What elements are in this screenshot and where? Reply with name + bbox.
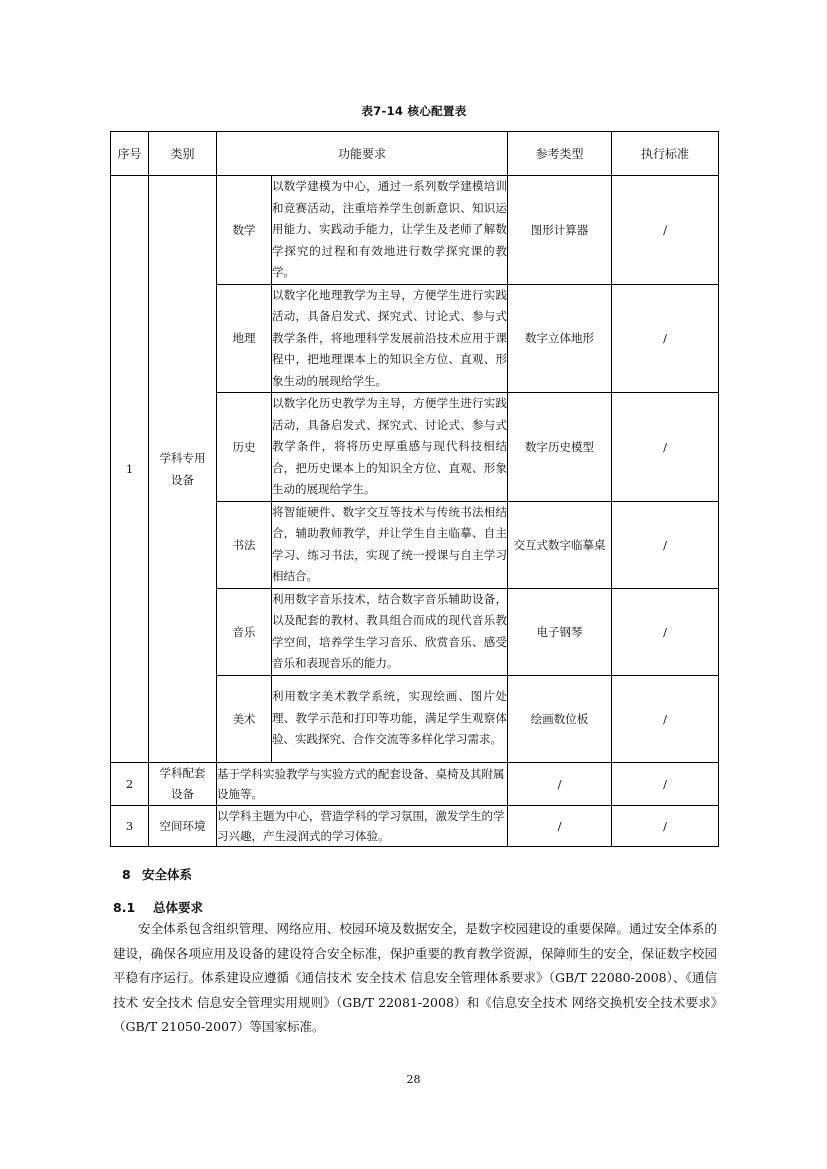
standard-cell: / [612,805,719,846]
requirement-cell: 利用数字美术教学系统，实现绘画、图片处理、教学示范和打印等功能，满足学生观察体验、实践探究、合作交流等多样化学习需求。 [272,675,508,762]
standard-cell: / [612,762,719,805]
table-row [111,762,719,805]
requirement-cell: 以学科主题为中心，营造学科的学习氛围，激发学生的学习兴趣，产生浸润式的学习体验。 [217,805,508,846]
row2-category: 学科配套设备 [149,762,217,805]
standard-cell: / [612,393,719,502]
section-8-number: 8 [122,867,131,882]
page-number: 28 [406,1073,421,1086]
subject-cell: 书法 [217,501,272,588]
requirement-cell: 以数字化历史教学为主导，方便学生进行实践活动，具备启发式、探究式、讨论式、参与式教学条件，将将历史厚重感与现代科技相结合，把历史课本上的知识全方位、直观、形象生动的展现给学生。 [272,393,508,502]
table-row [111,176,719,285]
header-requirement: 功能要求 [217,132,508,176]
ref-type-cell: / [508,805,612,846]
standard-cell: / [612,176,719,285]
header-index: 序号 [111,132,149,176]
requirement-cell: 以数学建模为中心，通过一系列数学建模培训和竞赛活动，注重培养学生创新意识、知识运用能力、实践动手能力，让学生及老师了解数学探究的过程和有效地进行数学探究课的教学。 [272,176,508,285]
ref-type-cell: 数字历史模型 [508,393,612,502]
subject-cell: 音乐 [217,588,272,675]
subject-cell: 数学 [217,176,272,285]
requirement-cell: 利用数字音乐技术，结合数字音乐辅助设备，以及配套的教材、教具组合而成的现代音乐教学空间，培养学生学习音乐、欣赏音乐、感受音乐和表现音乐的能力。 [272,588,508,675]
section-8-title: 安全体系 [142,867,193,882]
table-caption: 表7-14 核心配置表 [361,104,467,118]
header-ref-type: 参考类型 [508,132,612,176]
requirement-cell: 以数字化地理教学为主导，方便学生进行实践活动，具备启发式、探究式、讨论式、参与式教学条件，将地理科学发展前沿技术应用于课程中，把地理课本上的知识全方位、直观、形象生动的展现给学生。 [272,284,508,393]
standard-cell: / [612,284,719,393]
group1-index: 1 [111,176,149,763]
ref-type-cell: / [508,762,612,805]
table-row [111,805,719,846]
group1-category: 学科专用设备 [149,176,217,763]
section-8-1-number: 8.1 [113,900,136,915]
section-8-1-title: 总体要求 [153,900,204,915]
row3-category: 空间环境 [149,805,217,846]
requirement-cell: 将智能硬件、数字交互等技术与传统书法相结合，辅助教师教学，并让学生自主临摹、自主学习、练习书法，实现了统一授课与自主学习相结合。 [272,501,508,588]
standard-cell: / [612,588,719,675]
body-paragraph: 安全体系包含组织管理、网络应用、校园环境及数据安全，是数字校园建设的重要保障。通过安全体系的建设，确保各项应用及设备的建设符合安全标准，保护重要的教育教学资源，保障师生的安全，保证数字校园平稳有序运行。体系建设应遵循《通信技术 安全技术 信息安全管理体系要求》（GB/T 22080-2008）、《通信技术 安全技术 信息安全管理实用规则》（GB/T 22081-2008）和《信息安全技术 网络交换机安全技术要求》（GB/T 21050-2007）等国家标准。 [113,921,717,1035]
row3-index: 3 [111,805,149,846]
standard-cell: / [612,501,719,588]
subject-cell: 美术 [217,675,272,762]
ref-type-cell: 绘画数位板 [508,675,612,762]
row2-index: 2 [111,762,149,805]
standard-cell: / [612,675,719,762]
section-8-heading [122,865,192,883]
core-config-table [110,131,719,847]
subject-cell: 历史 [217,393,272,502]
requirement-cell: 基于学科实验教学与实验方式的配套设备、桌椅及其附属设施等。 [217,762,508,805]
ref-type-cell: 数字立体地形 [508,284,612,393]
table-header-row [111,132,719,176]
ref-type-cell: 交互式数字临摹桌 [508,501,612,588]
header-standard: 执行标准 [612,132,719,176]
subject-cell: 地理 [217,284,272,393]
ref-type-cell: 电子钢琴 [508,588,612,675]
header-category: 类别 [149,132,217,176]
ref-type-cell: 图形计算器 [508,176,612,285]
section-8-1-heading [113,898,203,916]
